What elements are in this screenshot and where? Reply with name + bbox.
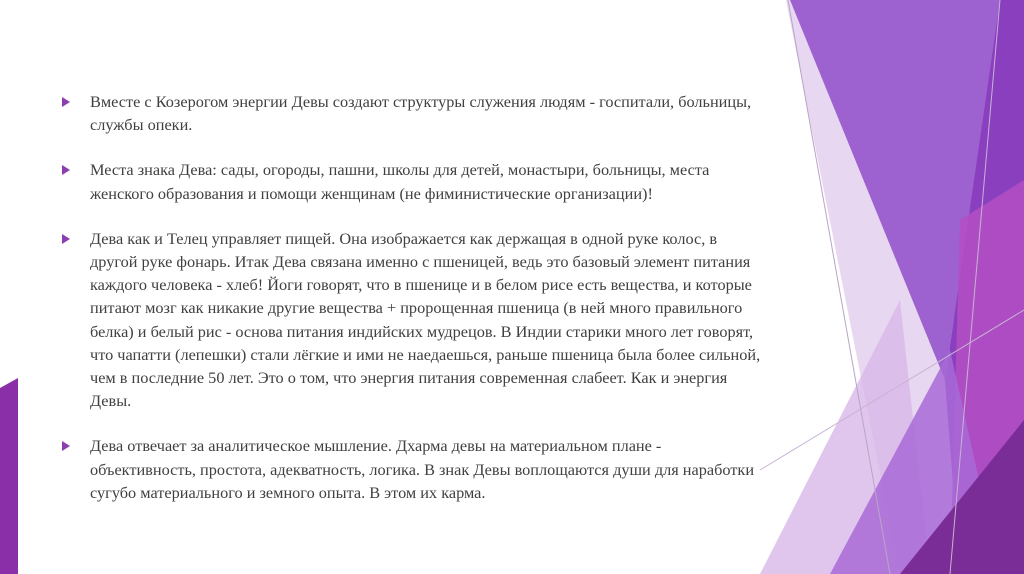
triangle-bullet-icon [62,441,70,451]
bullet-text: Вместе с Козерогом энергии Девы создают структуры служения людям - госпитали, больницы, службы опеки. [90,92,752,135]
left-edge-stripe [0,378,18,574]
bullet-text: Дева отвечает за аналитическое мышление. Дхарма девы на материальном плане - объективность, простота, адекватность, логика. В знак Девы воплощаются души для наработки сугубо материального и земного опыта. В этом их карма. [90,436,755,502]
bullet-text: Места знака Дева: сады, огороды, пашни, школы для детей, монастыри, больницы, места женского образования и помощи женщинам (не фиминистические организации)! [90,160,710,203]
bullet-item [62,90,762,136]
bullet-item [62,434,762,504]
bullet-text: Дева как и Телец управляет пищей. Она изображается как держащая в одной руке колос, в другой руке фонарь. Итак Дева связана именно с пшеницей, ведь это базовый элемент питания каждого человека - хлеб! Йоги говорят, что в пшенице и в белом рисе есть вещества, и которые питают мозг как никакие другие вещества + пророщенная пшеница (в ней много правильного белка) и белый рис - основа питания индийских мудрецов. В Индии старики много лет говорят, что чапатти (лепешки) стали лёгкие и ими не наедаешься, раньше пшеница была более сильной, чем в последние 50 лет. Это о том, что энергия питания современная слабеет. Как и энергия Девы. [90,228,761,411]
bullet-item [62,158,762,204]
slide-body [62,90,762,526]
triangle-bullet-icon [62,165,70,175]
triangle-bullet-icon [62,97,70,107]
bullet-item [62,227,762,413]
triangle-bullet-icon [62,234,70,244]
